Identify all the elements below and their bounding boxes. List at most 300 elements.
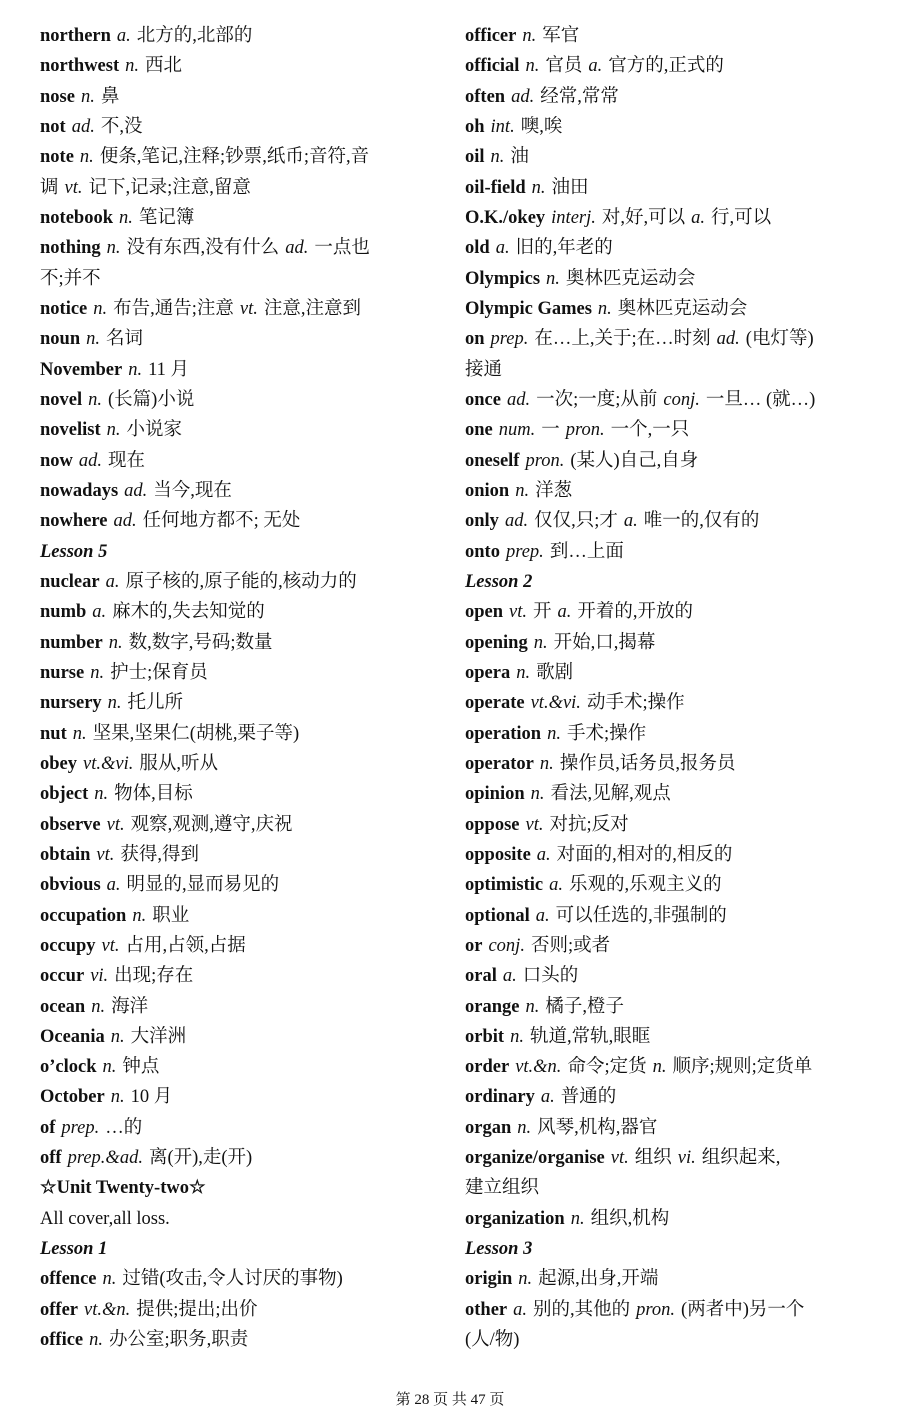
definition: 物体,目标 — [114, 784, 193, 805]
part-of-speech: a. — [557, 602, 572, 623]
vocab-entry-line — [465, 658, 890, 688]
headword: not — [40, 116, 66, 137]
headword: optional — [465, 905, 530, 926]
part-of-speech: ad. — [78, 450, 103, 471]
definition: 任何地方都不; 无处 — [142, 511, 301, 532]
definition: 过错(攻击,令人讨厌的事物) — [122, 1269, 343, 1290]
vocab-entry-line — [465, 21, 890, 51]
definition: 手术;操作 — [566, 723, 647, 744]
vocab-entry-line — [40, 21, 455, 51]
vocab-entry-line — [465, 142, 890, 172]
definition: 钟点 — [122, 1057, 160, 1078]
part-of-speech: vt.&vi. — [83, 753, 134, 774]
definition: 海洋 — [111, 996, 149, 1017]
part-of-speech: a. — [116, 26, 131, 46]
definition: 坚果,坚果仁(胡桃,栗子等) — [92, 723, 300, 744]
headword: obvious — [40, 875, 101, 896]
vocab-entry-line — [40, 203, 455, 233]
vocab-entry-line — [40, 112, 455, 142]
definition: …的 — [105, 1117, 143, 1138]
vocab-entry-line — [40, 142, 455, 172]
part-of-speech: n. — [88, 389, 103, 410]
vocab-entry-line — [40, 597, 455, 627]
definition: 提供;提出;出价 — [136, 1299, 258, 1320]
definition: 奥林匹克运动会 — [617, 298, 748, 319]
vocab-entry-line — [465, 779, 890, 809]
vocab-entry-line — [40, 1204, 455, 1234]
part-of-speech: vt. — [101, 935, 120, 956]
definition: 起源,出身,开端 — [538, 1269, 659, 1290]
page-number-footer: 第 28 页 共 47 页 — [395, 1392, 505, 1408]
headword: obtain — [40, 844, 91, 865]
vocab-entry-line — [40, 173, 455, 203]
part-of-speech: a. — [540, 1087, 555, 1108]
definition: 现在 — [108, 450, 146, 471]
vocab-entry-line — [465, 931, 890, 961]
headword: occur — [40, 966, 85, 987]
part-of-speech: a. — [495, 238, 510, 259]
definition: 橘子,橙子 — [545, 996, 624, 1017]
vocab-entry-line — [465, 324, 890, 354]
definition: 不,没 — [100, 116, 143, 137]
part-of-speech: prep.&ad. — [67, 1148, 143, 1169]
definition: 11 月 — [148, 359, 190, 380]
headword: northwest — [40, 56, 120, 77]
vocab-entry-line — [465, 264, 890, 294]
vocab-entry-line — [465, 1264, 890, 1294]
headword: or — [465, 935, 483, 956]
part-of-speech: n. — [522, 26, 537, 46]
headword: now — [40, 450, 73, 471]
vocab-entry-line — [465, 810, 890, 840]
definition: 出现;存在 — [114, 966, 194, 987]
headword: ☆Unit Twenty-two☆ — [40, 1178, 206, 1199]
part-of-speech: a. — [513, 1299, 527, 1320]
headword: nursery — [40, 693, 102, 714]
part-of-speech: pron. — [636, 1299, 676, 1320]
vocab-entry-line — [465, 1204, 890, 1234]
definition: 10 月 — [130, 1087, 173, 1108]
part-of-speech: a. — [588, 56, 603, 77]
part-of-speech: a. — [106, 875, 121, 896]
definition: (两者中)另一个 — [681, 1299, 805, 1320]
headword: orange — [465, 996, 520, 1017]
part-of-speech: vt. — [509, 602, 528, 623]
vocab-entry-line — [40, 840, 455, 870]
vocab-entry-line — [465, 840, 890, 870]
part-of-speech: n. — [93, 298, 108, 319]
part-of-speech: vi. — [677, 1148, 696, 1169]
vocab-entry-line — [40, 51, 455, 81]
part-of-speech: a. — [92, 602, 107, 623]
section-heading: Lesson 1 — [40, 1239, 108, 1260]
headword: onto — [465, 541, 500, 562]
headword: observe — [40, 814, 101, 835]
vocab-entry-line — [465, 203, 890, 233]
part-of-speech: n. — [108, 632, 123, 653]
headword: oppose — [465, 814, 520, 835]
definition: 原子核的,原子能的,核动力的 — [125, 571, 357, 592]
part-of-speech: ad. — [716, 329, 740, 350]
vocab-entry-line — [465, 355, 890, 385]
headword: oneself — [465, 450, 520, 471]
definition: 北方的,北部的 — [136, 26, 253, 46]
vocab-entry-line — [465, 506, 890, 536]
headword: nut — [40, 723, 67, 744]
part-of-speech: prep. — [505, 541, 544, 562]
definition: 可以任选的,非强制的 — [555, 905, 727, 926]
part-of-speech: ad. — [124, 480, 148, 501]
definition: 风琴,机构,器官 — [537, 1117, 658, 1138]
definition: (某人)自己,自身 — [570, 450, 699, 471]
part-of-speech: n. — [89, 1330, 104, 1351]
vocab-entry-line — [465, 51, 890, 81]
vocab-entry-line — [40, 233, 455, 263]
headword: oral — [465, 966, 497, 987]
part-of-speech: n. — [90, 662, 105, 683]
headword: operate — [465, 693, 525, 714]
headword: noun — [40, 329, 81, 350]
headword: on — [465, 329, 485, 350]
definition: 洋葱 — [535, 480, 573, 501]
definition: 当今,现在 — [153, 480, 232, 501]
part-of-speech: vt. — [525, 814, 544, 835]
vocab-entry-line — [40, 1295, 455, 1325]
vocab-entry-line — [40, 1173, 455, 1203]
part-of-speech: a. — [502, 966, 517, 987]
definition: 布告,通告;注意 — [113, 298, 234, 319]
headword: ordinary — [465, 1087, 535, 1108]
part-of-speech: conj. — [663, 389, 700, 410]
definition: 歌剧 — [536, 662, 574, 683]
headword: Oceania — [40, 1026, 105, 1047]
headword: of — [40, 1117, 56, 1138]
definition: 获得,得到 — [120, 844, 200, 865]
vocab-entry-line — [465, 173, 890, 203]
definition: 普通的 — [560, 1087, 617, 1108]
part-of-speech: prep. — [61, 1117, 100, 1138]
headword: Olympics — [465, 268, 541, 289]
definition: 操作员,话务员,报务员 — [559, 753, 736, 774]
part-of-speech: vt.&n. — [84, 1299, 131, 1320]
section-heading: Lesson 3 — [465, 1239, 533, 1260]
vocab-entry-line — [40, 476, 455, 506]
part-of-speech: n. — [119, 207, 133, 228]
vocab-entry-line — [465, 1143, 890, 1173]
vocab-entry-line — [40, 1052, 455, 1082]
vocab-entry-line — [40, 355, 455, 385]
part-of-speech: a. — [549, 875, 563, 896]
vocab-entry-line — [465, 385, 890, 415]
headword: O.K./okey — [465, 207, 546, 228]
headword: numb — [40, 602, 87, 623]
headword: nuclear — [40, 571, 100, 592]
definition: 看法,见解,观点 — [550, 784, 671, 805]
part-of-speech: a. — [105, 571, 120, 592]
vocab-entry-line — [40, 992, 455, 1022]
part-of-speech: ad. — [285, 238, 309, 259]
headword: organization — [465, 1208, 565, 1229]
vocab-entry-line — [465, 1234, 890, 1264]
part-of-speech: ad. — [511, 86, 535, 107]
vocab-entry-line — [465, 597, 890, 627]
vocab-entry-line — [40, 415, 455, 445]
definition: 观察,观测,遵守,庆祝 — [130, 814, 293, 835]
definition: 乐观的,乐观主义的 — [568, 875, 722, 896]
definition: 油 — [510, 147, 529, 168]
definition: 轨道,常轨,眼眶 — [529, 1026, 651, 1047]
definition: 占用,占领,占据 — [125, 935, 246, 956]
vocab-entry-line — [465, 719, 890, 749]
vocab-entry-line — [40, 688, 455, 718]
part-of-speech: a. — [536, 844, 551, 865]
part-of-speech: n. — [539, 753, 554, 774]
definition: 噢,唉 — [520, 116, 563, 137]
part-of-speech: n. — [86, 329, 100, 350]
headword: old — [465, 238, 490, 259]
headword: o’clock — [40, 1057, 97, 1078]
vocab-entry-line — [40, 719, 455, 749]
headword: order — [465, 1057, 510, 1078]
headword: operator — [465, 753, 534, 774]
headword: officer — [465, 26, 517, 46]
definition: 到…上面 — [549, 541, 624, 562]
vocab-entry-line — [465, 476, 890, 506]
definition: 奥林匹克运动会 — [565, 268, 696, 289]
part-of-speech: n. — [107, 693, 122, 714]
vocab-entry-line — [40, 810, 455, 840]
part-of-speech: ad. — [504, 511, 529, 532]
part-of-speech: n. — [515, 480, 530, 501]
definition: 护士;保育员 — [110, 662, 208, 683]
vocab-entry-line — [40, 567, 455, 597]
headword: occupy — [40, 935, 96, 956]
headword: nurse — [40, 662, 85, 683]
headword: nose — [40, 86, 75, 107]
vocab-entry-line — [40, 324, 455, 354]
definition: 接通 — [465, 359, 503, 380]
headword: note — [40, 147, 74, 168]
vocab-entry-line — [465, 1295, 890, 1325]
left-column — [40, 21, 455, 1355]
part-of-speech: n. — [106, 238, 121, 259]
vocab-entry-line — [465, 1082, 890, 1112]
headword: novelist — [40, 420, 101, 441]
headword: ocean — [40, 996, 86, 1017]
headword: organ — [465, 1117, 512, 1138]
definition: 命令;定货 — [567, 1057, 647, 1078]
headword: organize/organise — [465, 1148, 605, 1169]
vocab-entry-line — [465, 1022, 890, 1052]
definition: (电灯等) — [745, 329, 814, 350]
part-of-speech: vt. — [64, 177, 83, 198]
definition: 一点也 — [314, 238, 370, 259]
definition: 别的,其他的 — [533, 1299, 631, 1320]
part-of-speech: n. — [110, 1026, 125, 1047]
vocab-entry-line — [465, 233, 890, 263]
vocab-entry-line — [465, 992, 890, 1022]
definition: 不;并不 — [40, 268, 101, 289]
vocab-entry-line — [465, 1052, 890, 1082]
headword: onion — [465, 480, 510, 501]
vocab-entry-line — [40, 264, 455, 294]
vocab-entry-line — [40, 506, 455, 536]
part-of-speech: n. — [79, 147, 94, 168]
definition: 在…上,关于;在…时刻 — [534, 329, 711, 350]
part-of-speech: num. — [498, 420, 536, 441]
part-of-speech: n. — [94, 784, 109, 805]
definition: 旧的,年老的 — [515, 238, 613, 259]
headword: off — [40, 1148, 62, 1169]
vocab-entry-line — [40, 537, 455, 567]
part-of-speech: n. — [530, 784, 545, 805]
definition: 麻木的,失去知觉的 — [112, 602, 265, 623]
vocab-entry-line — [465, 1173, 890, 1203]
vocab-entry-line — [465, 688, 890, 718]
definition: 官员 — [545, 56, 583, 77]
definition: 对,好,可以 — [601, 207, 686, 228]
definition: 口头的 — [522, 966, 579, 987]
vocab-entry-line — [465, 961, 890, 991]
headword: object — [40, 784, 89, 805]
vocab-entry-line — [40, 749, 455, 779]
definition: 托儿所 — [127, 693, 184, 714]
headword: novel — [40, 389, 83, 410]
vocab-entry-line — [465, 628, 890, 658]
part-of-speech: n. — [546, 268, 560, 289]
part-of-speech: a. — [623, 511, 638, 532]
vocab-entry-line — [40, 961, 455, 991]
definition: 开始,口,揭幕 — [553, 632, 656, 653]
headword: other — [465, 1299, 508, 1320]
vocab-entry-line — [465, 537, 890, 567]
vocab-entry-line — [40, 1113, 455, 1143]
definition: 西北 — [145, 56, 183, 77]
vocab-entry-line — [465, 446, 890, 476]
vocab-entry-line — [465, 415, 890, 445]
headword: offer — [40, 1299, 78, 1320]
part-of-speech: n. — [525, 996, 540, 1017]
definition: 军官 — [542, 26, 580, 46]
definition: 大洋洲 — [130, 1026, 187, 1047]
vocab-entry-line — [40, 1082, 455, 1112]
part-of-speech: n. — [80, 86, 95, 107]
definition: 一次;一度;从前 — [536, 389, 658, 410]
definition: 记下,记录;注意,留意 — [88, 177, 251, 198]
part-of-speech: n. — [652, 1057, 667, 1078]
definition: 调 — [40, 177, 59, 198]
vocab-entry-line — [40, 1264, 455, 1294]
vocab-entry-line — [40, 446, 455, 476]
headword: obey — [40, 753, 77, 774]
vocab-entry-line — [40, 294, 455, 324]
definition: 组织起来, — [701, 1148, 781, 1169]
vocab-entry-line — [40, 1234, 455, 1264]
headword: offence — [40, 1269, 97, 1290]
part-of-speech: ad. — [506, 389, 531, 410]
part-of-speech: vt. — [106, 814, 125, 835]
headword: number — [40, 632, 103, 653]
part-of-speech: n. — [91, 996, 106, 1017]
definition: 经常,常常 — [540, 86, 619, 107]
definition: 油田 — [551, 177, 589, 198]
definition: 一个,一只 — [610, 420, 690, 441]
vocab-entry-line — [465, 112, 890, 142]
definition: 没有东西,没有什么 — [126, 238, 280, 259]
part-of-speech: vt. — [239, 298, 258, 319]
part-of-speech: a. — [535, 905, 550, 926]
definition: 注意,注意到 — [263, 298, 362, 319]
headword: opinion — [465, 784, 525, 805]
vocab-entry-line — [465, 901, 890, 931]
headword: official — [465, 56, 520, 77]
part-of-speech: n. — [102, 1057, 117, 1078]
vocab-entry-line — [40, 931, 455, 961]
definition: 一旦… (就…) — [705, 389, 816, 410]
headword: opposite — [465, 844, 531, 865]
part-of-speech: vt.&vi. — [530, 693, 581, 714]
definition: 职业 — [152, 905, 190, 926]
part-of-speech: n. — [132, 905, 147, 926]
definition: 否则;或者 — [530, 935, 611, 956]
headword: nothing — [40, 238, 101, 259]
part-of-speech: pron. — [565, 420, 605, 441]
definition: 对面的,相对的,相反的 — [556, 844, 733, 865]
definition: 对抗;反对 — [549, 814, 629, 835]
part-of-speech: n. — [518, 1269, 533, 1290]
definition: 官方的,正式的 — [608, 56, 724, 77]
vocab-entry-line — [40, 870, 455, 900]
part-of-speech: n. — [531, 177, 546, 198]
definition: 明显的,显而易见的 — [126, 875, 280, 896]
part-of-speech: n. — [533, 632, 548, 653]
definition: 组织 — [634, 1148, 672, 1169]
part-of-speech: ad. — [113, 511, 137, 532]
part-of-speech: n. — [597, 298, 612, 319]
right-column — [465, 21, 890, 1355]
part-of-speech: n. — [525, 56, 540, 77]
part-of-speech: n. — [490, 147, 505, 168]
vocab-entry-line — [465, 82, 890, 112]
vocab-entry-line — [40, 82, 455, 112]
part-of-speech: n. — [106, 420, 121, 441]
definition: 一 — [541, 420, 560, 441]
headword: office — [40, 1330, 84, 1351]
definition: 办公室;职务,职责 — [109, 1330, 249, 1351]
headword: only — [465, 511, 499, 532]
definition: 鼻 — [100, 86, 120, 107]
definition: 顺序;规则;定货单 — [672, 1057, 813, 1078]
part-of-speech: n. — [570, 1208, 585, 1229]
vocab-entry-line — [40, 385, 455, 415]
vocab-entry-line — [40, 628, 455, 658]
part-of-speech: vt. — [96, 844, 115, 865]
headword: oil — [465, 147, 485, 168]
headword: oh — [465, 116, 485, 137]
headword: one — [465, 420, 493, 441]
vocab-entry-line — [465, 870, 890, 900]
definition: 组织,机构 — [590, 1208, 670, 1229]
definition: 小说家 — [126, 420, 183, 441]
part-of-speech: n. — [102, 1269, 117, 1290]
headword: opera — [465, 662, 511, 683]
headword: nowadays — [40, 480, 119, 501]
definition: 唯一的,仅有的 — [643, 511, 760, 532]
headword: optimistic — [465, 875, 544, 896]
headword: nowhere — [40, 511, 108, 532]
definition: (长篇)小说 — [108, 389, 195, 410]
definition: All cover,all loss. — [40, 1208, 170, 1229]
